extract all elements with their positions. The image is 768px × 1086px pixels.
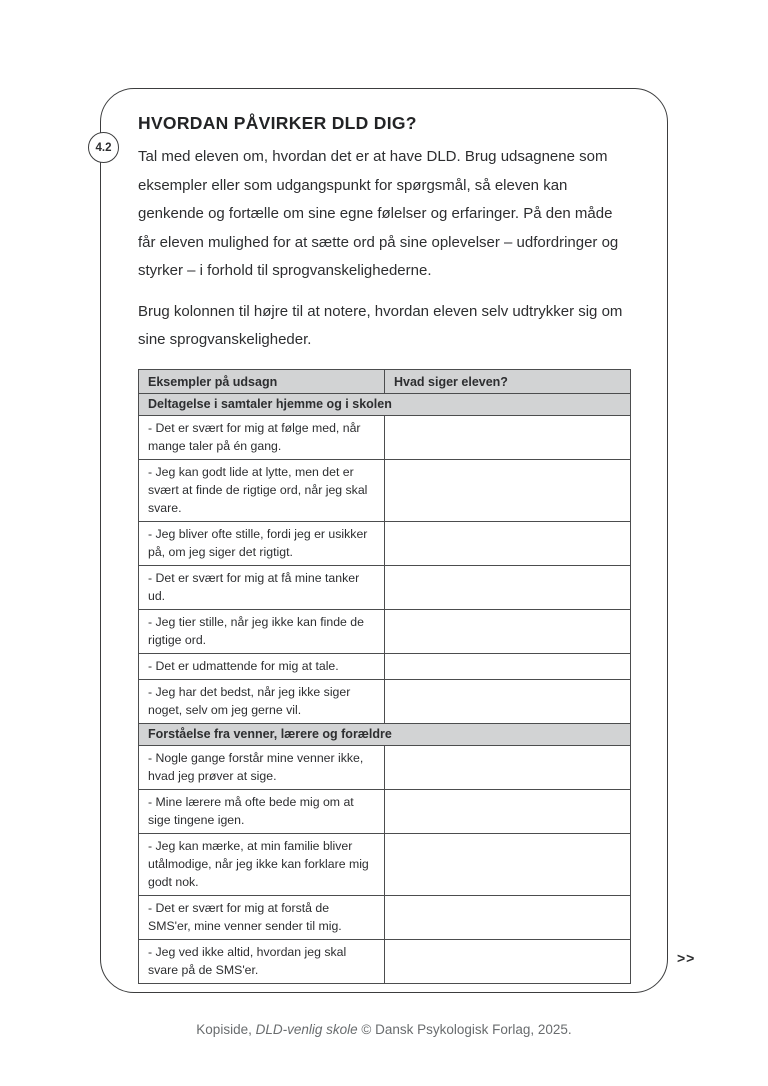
student-response-cell bbox=[385, 653, 631, 679]
table-row bbox=[139, 895, 631, 939]
student-response-cell bbox=[385, 939, 631, 983]
student-response-cell bbox=[385, 565, 631, 609]
statement-cell: - Det er svært for mig at få mine tanker ud. bbox=[139, 565, 385, 609]
statements-table-body bbox=[139, 393, 631, 983]
student-response-cell bbox=[385, 679, 631, 723]
section-number-badge bbox=[88, 132, 119, 163]
footer-book-title: DLD-venlig skole bbox=[255, 1022, 358, 1037]
table-row bbox=[139, 679, 631, 723]
table-row bbox=[139, 789, 631, 833]
table-row bbox=[139, 833, 631, 895]
student-response-cell bbox=[385, 833, 631, 895]
table-row bbox=[139, 521, 631, 565]
footer-prefix: Kopiside, bbox=[196, 1022, 256, 1037]
student-response-cell bbox=[385, 895, 631, 939]
student-response-cell bbox=[385, 459, 631, 521]
table-section-row bbox=[139, 393, 631, 415]
student-response-cell bbox=[385, 609, 631, 653]
table-row bbox=[139, 565, 631, 609]
student-response-cell bbox=[385, 745, 631, 789]
section-number: 4.2 bbox=[95, 141, 112, 154]
continuation-mark: >> bbox=[677, 950, 696, 966]
statement-cell: - Jeg kan godt lide at lytte, men det er svært at finde de rigtige ord, når jeg skal svare. bbox=[139, 459, 385, 521]
page-title: HVORDAN PÅVIRKER DLD DIG? bbox=[138, 113, 417, 133]
statement-cell: - Mine lærere må ofte bede mig om at sige tingene igen. bbox=[139, 789, 385, 833]
student-response-cell bbox=[385, 521, 631, 565]
table-section-title: Forståelse fra venner, lærere og forældre bbox=[139, 723, 631, 745]
instruction-paragraph: Brug kolonnen til højre til at notere, hvordan eleven selv udtrykker sig om sine sprogvanskeligheder. bbox=[138, 302, 623, 348]
worksheet-frame bbox=[100, 88, 668, 993]
table-row bbox=[139, 415, 631, 459]
table-section-row bbox=[139, 723, 631, 745]
copyright-footer bbox=[0, 1022, 768, 1037]
intro-paragraph: Tal med eleven om, hvordan det er at have DLD. Brug udsagnene som eksempler eller som udgangspunkt for spørgsmål, så eleven kan genkende og fortælle om sine egne følelser og erfaringer. På den måde får eleven mulighed for at sætte ord på sine oplevelser – udfordringer og styrker – i forhold til sprogvanskelighederne. bbox=[138, 148, 619, 279]
statements-table bbox=[138, 369, 631, 984]
student-response-cell bbox=[385, 415, 631, 459]
statement-cell: - Jeg ved ikke altid, hvordan jeg skal svare på de SMS'er. bbox=[139, 939, 385, 983]
statement-cell: - Jeg kan mærke, at min familie bliver utålmodige, når jeg ikke kan forklare mig godt nok. bbox=[139, 833, 385, 895]
statement-cell: - Det er svært for mig at forstå de SMS'er, mine venner sender til mig. bbox=[139, 895, 385, 939]
table-row bbox=[139, 939, 631, 983]
statement-cell: - Nogle gange forstår mine venner ikke, hvad jeg prøver at sige. bbox=[139, 745, 385, 789]
statement-cell: - Det er svært for mig at følge med, når mange taler på én gang. bbox=[139, 415, 385, 459]
column-header-student-says: Hvad siger eleven? bbox=[385, 369, 631, 393]
student-response-cell bbox=[385, 789, 631, 833]
footer-suffix: © Dansk Psykologisk Forlag, 2025. bbox=[357, 1022, 572, 1037]
statement-cell: - Det er udmattende for mig at tale. bbox=[139, 653, 385, 679]
table-row bbox=[139, 653, 631, 679]
statement-cell: - Jeg har det bedst, når jeg ikke siger noget, selv om jeg gerne vil. bbox=[139, 679, 385, 723]
statement-cell: - Jeg tier stille, når jeg ikke kan finde de rigtige ord. bbox=[139, 609, 385, 653]
table-section-title: Deltagelse i samtaler hjemme og i skolen bbox=[139, 393, 631, 415]
table-header-row bbox=[139, 369, 631, 393]
table-row bbox=[139, 745, 631, 789]
table-row bbox=[139, 459, 631, 521]
column-header-statements: Eksempler på udsagn bbox=[139, 369, 385, 393]
statement-cell: - Jeg bliver ofte stille, fordi jeg er usikker på, om jeg siger det rigtigt. bbox=[139, 521, 385, 565]
table-row bbox=[139, 609, 631, 653]
